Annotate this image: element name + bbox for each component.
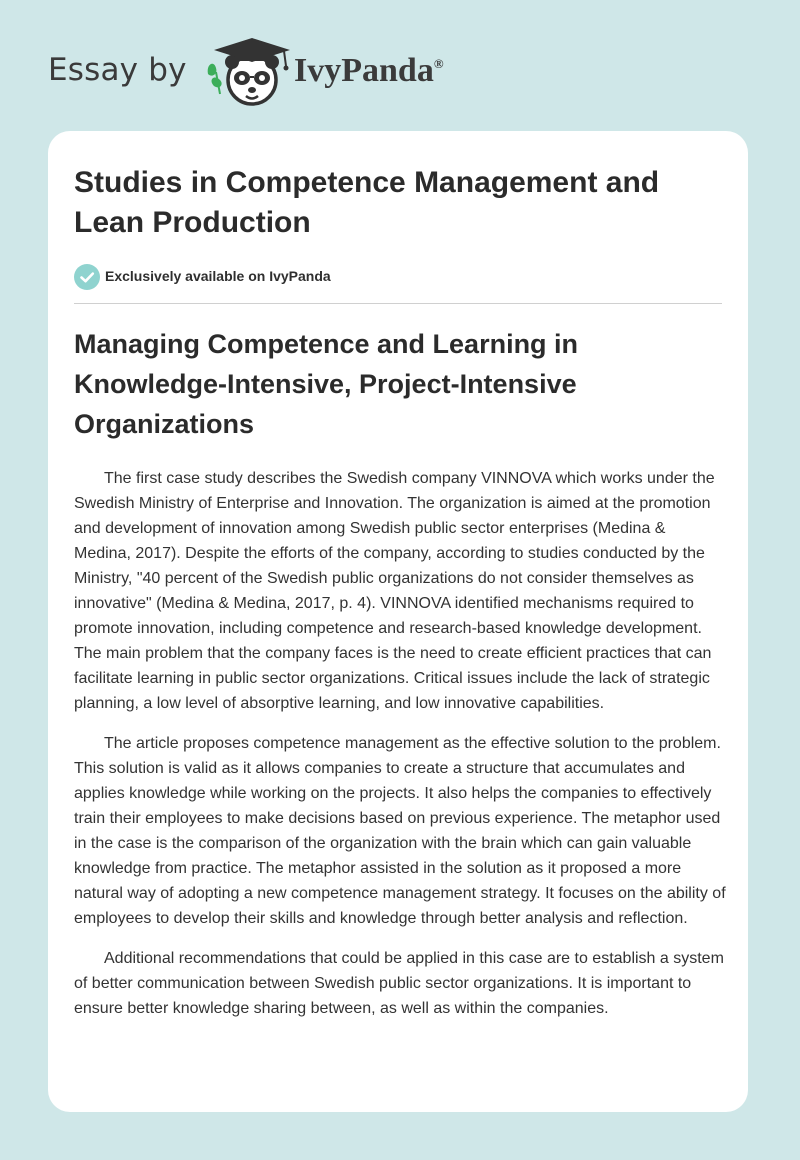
check-circle-icon [74, 264, 100, 290]
essay-by-label: Essay by [48, 52, 187, 88]
essay-title: Studies in Competence Management and Lean Production [74, 166, 660, 239]
exclusive-badge [74, 263, 474, 291]
registered-mark: ® [433, 56, 444, 71]
brand-name-text: IvyPanda [294, 52, 434, 89]
paragraph-2: The article proposes competence management as the effective solution to the problem. This solution is valid as it allows companies to create a structure that accumulates and applies knowledge while working on the projects. It also helps the companies to effectively train their employees to make decisions based on previous experience. The metaphor used in the case is the comparison of the organization with the brain which can gain valuable knowledge from practice. The metaphor assisted in the solution as it proposed a more natural way of adopting a new competence management strategy. It focuses on the ability of employees to develop their skills and knowledge through better analysis and reflection. [74, 735, 726, 927]
paragraph-1: The first case study describes the Swedish company VINNOVA which works under the Swedish Ministry of Enterprise and Innovation. The organization is aimed at the promotion and development of innovation among Swedish public sector enterprises (Medina & Medina, 2017). Despite the efforts of the company, according to studies conducted by the Ministry, "40 percent of the Swedish public organizations do not consider themselves as innovative" (Medina & Medina, 2017, p. 4). VINNOVA identified mechanisms required to promote innovation, including competence and research-based knowledge development. The main problem that the company faces is the need to create efficient practices that can facilitate learning in public sector organizations. Critical issues include the lack of strategic planning, a low level of absorptive learning, and low innovative capabilities. [74, 470, 715, 712]
paragraph-3: Additional recommendations that could be applied in this case are to establish a system of better communication between Swedish public sector organizations. It is important to ensure better knowledge sharing between, as well as within the companies. [74, 950, 724, 1017]
section-title: Managing Competence and Learning in Knowledge-Intensive, Project-Intensive Organizations [74, 329, 579, 439]
ivypanda-brand-name[interactable] [294, 52, 444, 90]
exclusive-badge-text: Exclusively available on IvyPanda [105, 268, 331, 284]
site-header [48, 34, 568, 114]
essay-body [74, 466, 726, 1036]
panda-graduate-logo-icon[interactable] [202, 34, 294, 110]
essay-card [48, 131, 748, 1112]
title-divider [74, 303, 722, 304]
